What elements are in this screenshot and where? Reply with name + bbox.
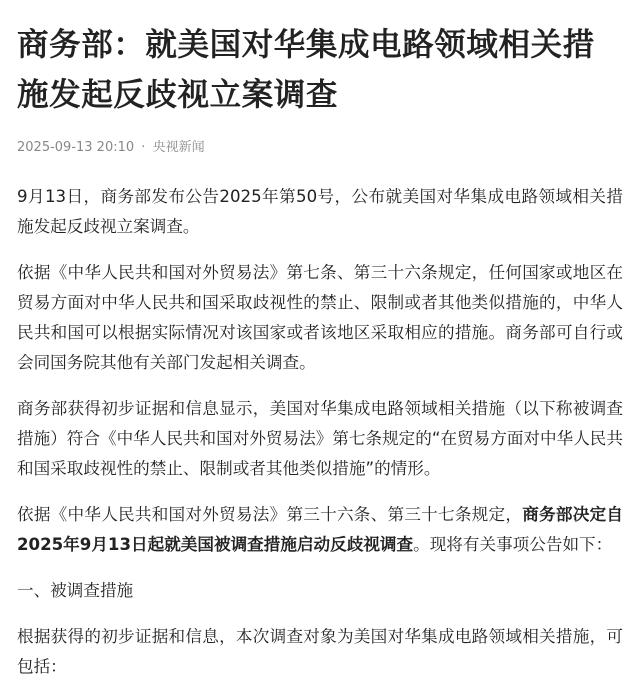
publish-date: 2025-09-13 20:10: [17, 140, 135, 155]
meta-separator: ·: [141, 140, 146, 155]
article-body: [17, 182, 623, 682]
paragraph-text: 依据《中华人民共和国对外贸易法》第三十六条、第三十七条规定，: [17, 505, 523, 524]
source-link[interactable]: 央视新闻: [152, 140, 205, 155]
article-meta: [17, 140, 623, 156]
section-heading: [17, 576, 623, 606]
article-title: 商务部：就美国对华集成电路领域相关措施发起反歧视立案调查: [17, 27, 595, 113]
paragraph-text: 。现将有关事项公告如下：: [413, 535, 613, 554]
paragraph-2: [17, 258, 623, 378]
paragraph-bold-text: 商务部决定自2025年9月13日起就美国被调查措施启动反歧视调查: [17, 505, 623, 554]
paragraph-text: 根据获得的初步证据和信息，本次调查对象为美国对华集成电路领域相关措施，可包括：: [17, 627, 623, 676]
paragraph-text: 依据《中华人民共和国对外贸易法》第七条、第三十六条规定，任何国家或地区在贸易方面对中华人民共和国采取歧视性的禁止、限制或者其他类似措施的，中华人民共和国可以根据实际情况对该国家或者该地区采取相应的措施。商务部可自行或会同国务院其他有关部门发起相关调查。: [17, 263, 623, 372]
paragraph-6: [17, 622, 623, 682]
paragraph-text: 9月13日，商务部发布公告2025年第50号，公布就美国对华集成电路领域相关措施发起反歧视立案调查。: [17, 187, 623, 236]
paragraph-text: 商务部获得初步证据和信息显示，美国对华集成电路领域相关措施（以下称被调查措施）符合《中华人民共和国对外贸易法》第七条规定的“在贸易方面对中华人民共和国采取歧视性的禁止、限制或者其他类似措施”的情形。: [17, 399, 623, 478]
paragraph-1: [17, 182, 623, 242]
paragraph-3: [17, 394, 623, 484]
paragraph-4: [17, 500, 623, 560]
section-heading-text: 一、被调查措施: [17, 581, 134, 600]
